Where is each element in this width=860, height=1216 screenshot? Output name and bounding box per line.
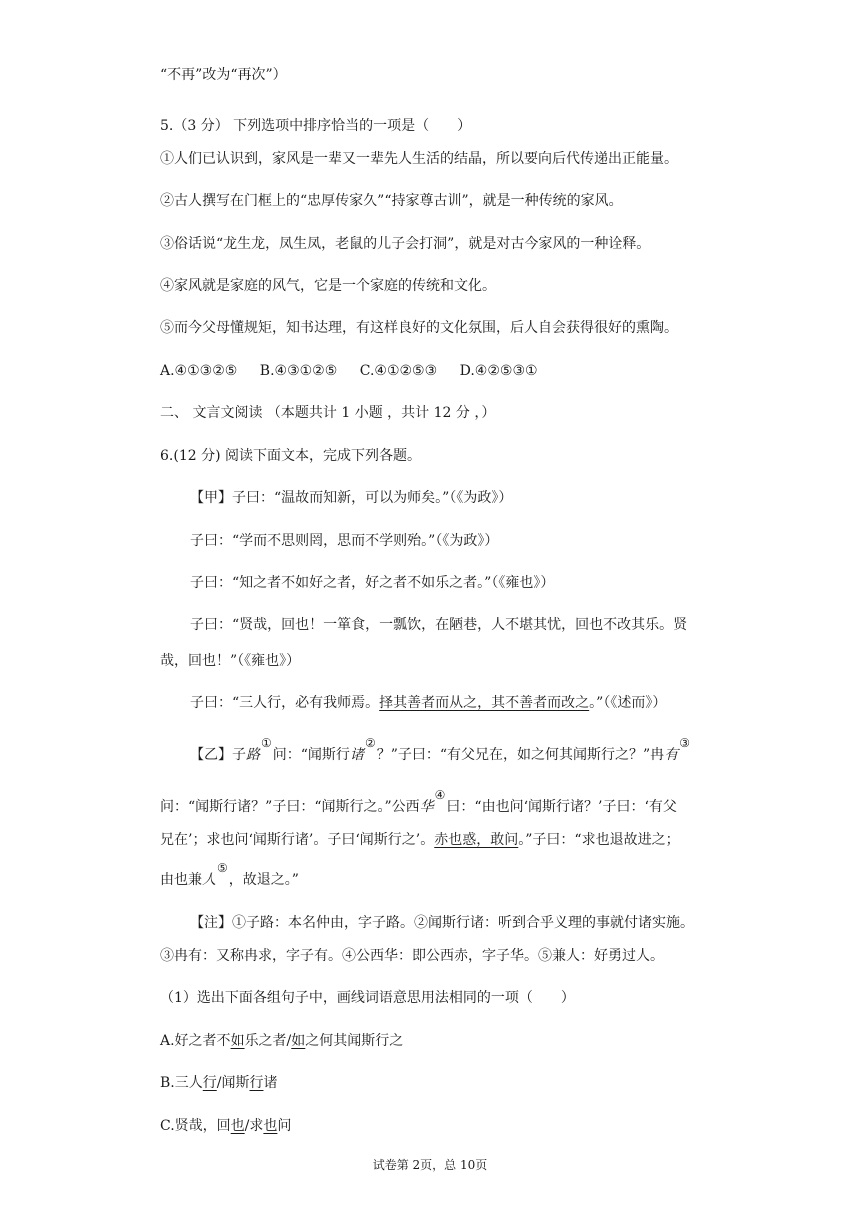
sub-question-1: （1）选出下面各组句子中，画线词语意思用法相同的一项（ ） bbox=[160, 990, 575, 1006]
passage-jia-line-1: 【甲】子曰：“温故而知新，可以为师矣。”（《为政》） bbox=[190, 490, 513, 506]
sub-option-c: C.贤哉，回也/求也问 bbox=[160, 1118, 292, 1134]
passage-jia-line-3: 子曰：“知之者不如好之者，好之者不如乐之者。”（《雍也》） bbox=[190, 575, 555, 591]
q5-sentence-1: ①人们已认识到，家风是一辈又一辈先人生活的结晶，所以要向后代传递出正能量。 bbox=[160, 151, 678, 167]
text-line: “不再”改为“再次”） bbox=[160, 67, 287, 83]
notes-line-2: ③冉有：又称冉求，字子有。④公西华：即公西赤，字子华。⑤兼人：好勇过人。 bbox=[160, 948, 664, 964]
question-6-stem: 6.(12 分) 阅读下面文本，完成下列各题。 bbox=[160, 448, 421, 464]
passage-yi-line-1: 【乙】子路①问：“闻斯行诸②？”子曰：“有父兄在，如之何其闻斯行之？”冉有③ bbox=[190, 736, 690, 763]
q5-sentence-2: ②古人撰写在门框上的“忠厚传家久”“持家尊古训”，就是一种传统的家风。 bbox=[160, 193, 623, 209]
passage-jia-line-6: 子曰：“三人行，必有我师焉。择其善者而从之，其不善者而改之。”（《述而》） bbox=[190, 695, 667, 711]
note-marker: ④ bbox=[434, 788, 446, 802]
q5-sentence-5: ⑤而今父母懂规矩，知书达理，有这样良好的文化氛围，后人自会获得很好的熏陶。 bbox=[160, 320, 678, 336]
passage-jia-line-2: 子曰：“学而不思则罔，思而不学则殆。”（《为政》） bbox=[190, 533, 499, 549]
notes-line-1: 【注】①子路：本名仲由，字子路。②闻斯行诸：听到合乎义理的事就付诸实施。 bbox=[190, 915, 694, 931]
underlined-phrase: 赤也惑，敢问 bbox=[434, 832, 519, 848]
q5-option-b: B.④③①②⑤ bbox=[259, 363, 338, 379]
passage-jia-line-4: 子曰：“贤哉，回也！一箪食，一瓢饮，在陋巷，人不堪其忧，回也不改其乐。贤 bbox=[190, 617, 688, 633]
passage-yi-line-3: 兄在’；求也问‘闻斯行诸’。子曰‘闻斯行之’。赤也惑，敢问。”子曰：“求也退故进之； bbox=[160, 832, 680, 848]
q5-options bbox=[160, 361, 538, 381]
passage-jia-line-5: 哉，回也！”（《雍也》） bbox=[160, 653, 301, 669]
note-marker: ③ bbox=[679, 736, 690, 750]
section-2-heading: 二、 文言文阅读 （本题共计 1 小题 ，共计 12 分 ，） bbox=[160, 405, 496, 421]
sub-option-b: B.三人行/闻斯行诸 bbox=[160, 1075, 278, 1091]
sub-option-a: A.好之者不如乐之者/如之何其闻斯行之 bbox=[160, 1033, 404, 1049]
q5-option-a: A.④①③②⑤ bbox=[160, 363, 238, 379]
q5-sentence-3: ③俗话说“龙生龙，凤生凤，老鼠的儿子会打洞”，就是对古今家风的一种诠释。 bbox=[160, 236, 651, 252]
q5-sentence-4: ④家风就是家庭的风气，它是一个家庭的传统和文化。 bbox=[160, 278, 496, 294]
passage-yi-line-2: 问：“闻斯行诸？”子曰：“闻斯行之。”公西华④曰：“由也问‘闻斯行诸？’子曰：‘有父 bbox=[160, 788, 677, 815]
note-marker: ② bbox=[364, 736, 376, 750]
q5-option-c: C.④①②⑤③ bbox=[359, 363, 438, 379]
underlined-phrase: 择其善者而从之，其不善者而改之 bbox=[379, 695, 590, 711]
question-5-stem: 5.（3 分） 下列选项中排序恰当的一项是（ ） bbox=[160, 118, 472, 134]
page-footer: 试卷第 2页，总 10页 bbox=[372, 1158, 488, 1172]
note-marker: ① bbox=[261, 736, 272, 750]
note-marker: ⑤ bbox=[217, 861, 228, 875]
passage-yi-line-4: 由也兼人⑤，故退之。” bbox=[160, 861, 299, 888]
q5-option-d: D.④②⑤③① bbox=[459, 363, 538, 379]
